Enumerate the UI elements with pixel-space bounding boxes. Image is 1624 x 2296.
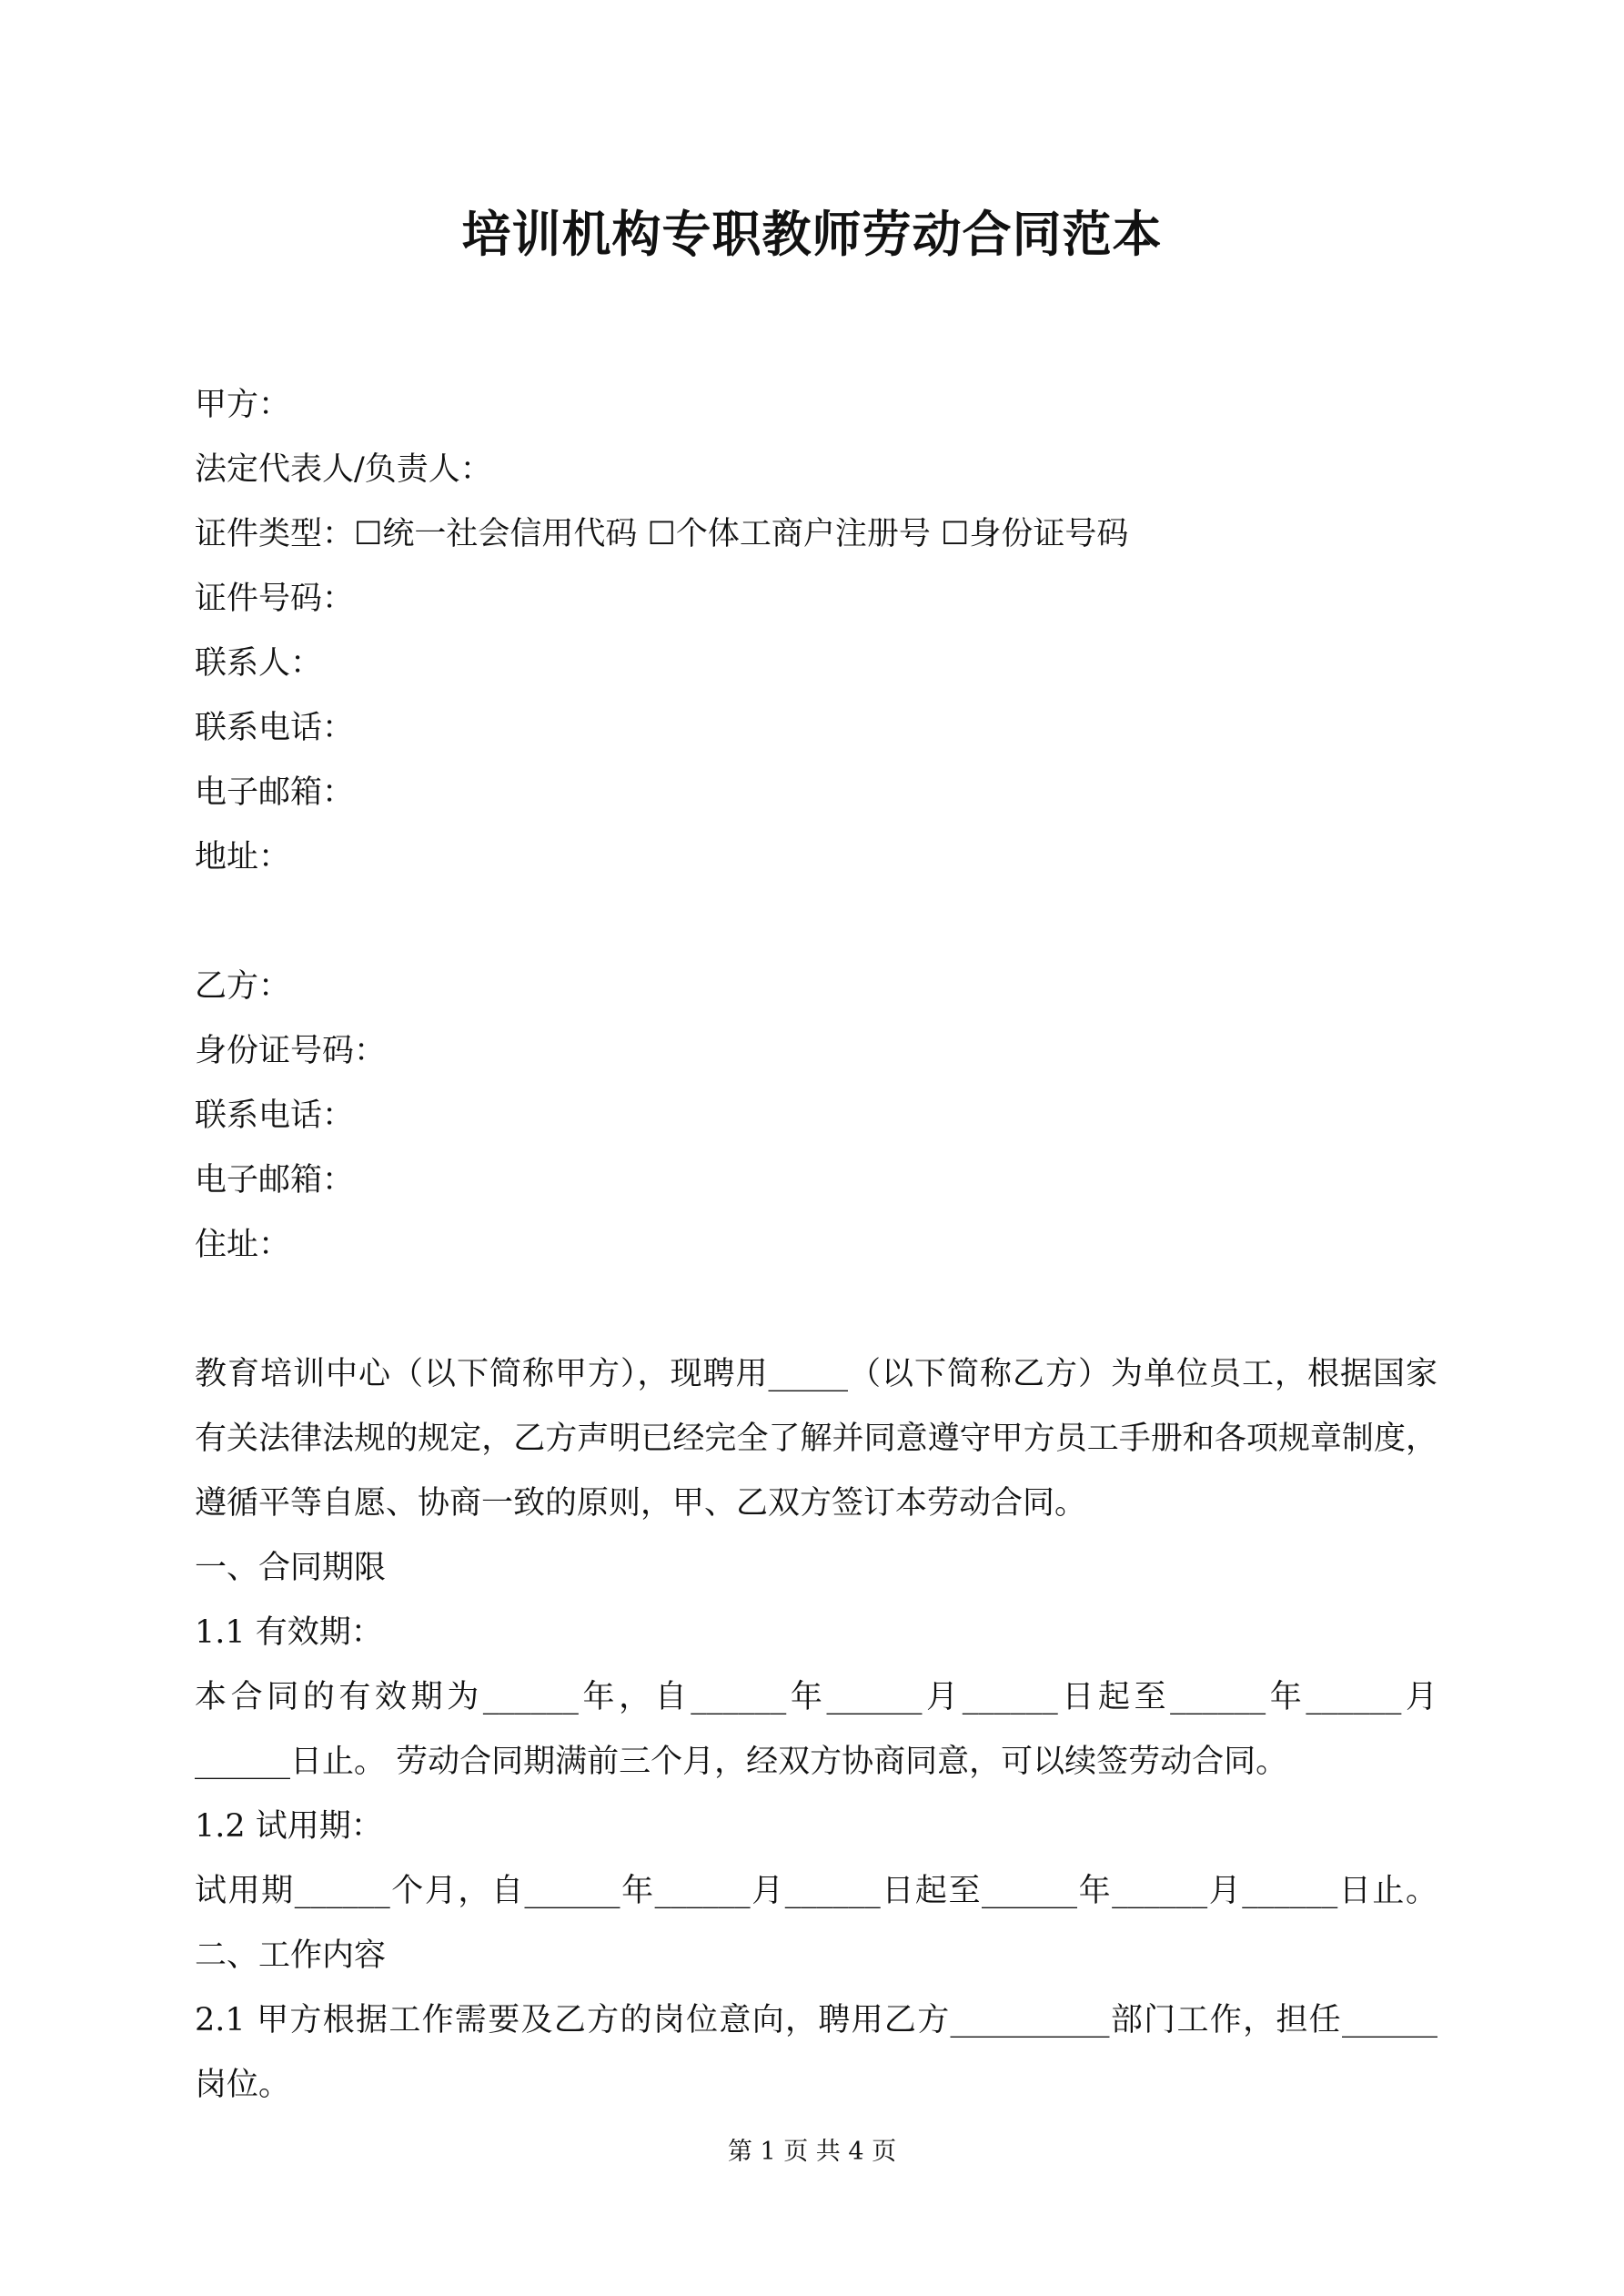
clause-2-1-text: 2.1 甲方根据工作需要及乙方的岗位意向，聘用乙方__________部门工作，担任______ [195,2002,1437,2038]
intro-line: 有关法律法规的规定，乙方声明已经完全了解并同意遵守甲方员工手册和各项规章制度， [195,1421,1437,1457]
document-title: 培训机构专职教师劳动合同范本 [461,205,1163,263]
party-a-address: 地址： [195,839,291,875]
party-a-legal-rep: 法定代表人/负责人： [195,451,492,488]
party-b-email: 电子邮箱： [195,1162,355,1199]
page-number: 第 1 页 共 4 页 [727,2138,897,2166]
clause-1-2-title: 1.2 试用期： [195,1808,383,1845]
intro-line: 教育培训中心（以下简称甲方），现聘用_____（以下简称乙方）为单位员工，根据国家 [195,1356,1437,1392]
section-2-heading: 二、工作内容 [195,1937,387,1974]
party-b-label: 乙方： [195,968,291,1005]
intro-line: 遵循平等自愿、协商一致的原则，甲、乙双方签订本劳动合同。 [195,1485,1087,1522]
section-1-heading: 一、合同期限 [195,1550,387,1586]
party-a-contact: 联系人： [195,645,323,682]
clause-1-1-text: 本合同的有效期为______年，自______年______月______日起至______年______月 [195,1679,1437,1715]
party-b-id-number: 身份证号码： [195,1033,387,1069]
clause-2-1-text: 岗位。 [195,2067,291,2103]
party-b-phone: 联系电话： [195,1097,355,1134]
clause-1-1-text: ______日止。 劳动合同期满前三个月，经双方协商同意，可以续签劳动合同。 [195,1744,1288,1780]
party-a-id-number: 证件号码： [195,581,355,617]
party-a-email: 电子邮箱： [195,774,355,811]
party-b-address: 住址： [195,1227,291,1263]
clause-1-2-text: 试用期______个月，自______年______月______日起至______年______月______日止。 [195,1873,1437,1909]
clause-1-1-title: 1.1 有效期： [195,1614,383,1651]
party-a-id-type: 证件类型：☐统一社会信用代码 ☐个体工商户注册号 ☐身份证号码 [195,516,1129,552]
party-a-label: 甲方： [195,387,291,423]
party-a-phone: 联系电话： [195,710,355,746]
